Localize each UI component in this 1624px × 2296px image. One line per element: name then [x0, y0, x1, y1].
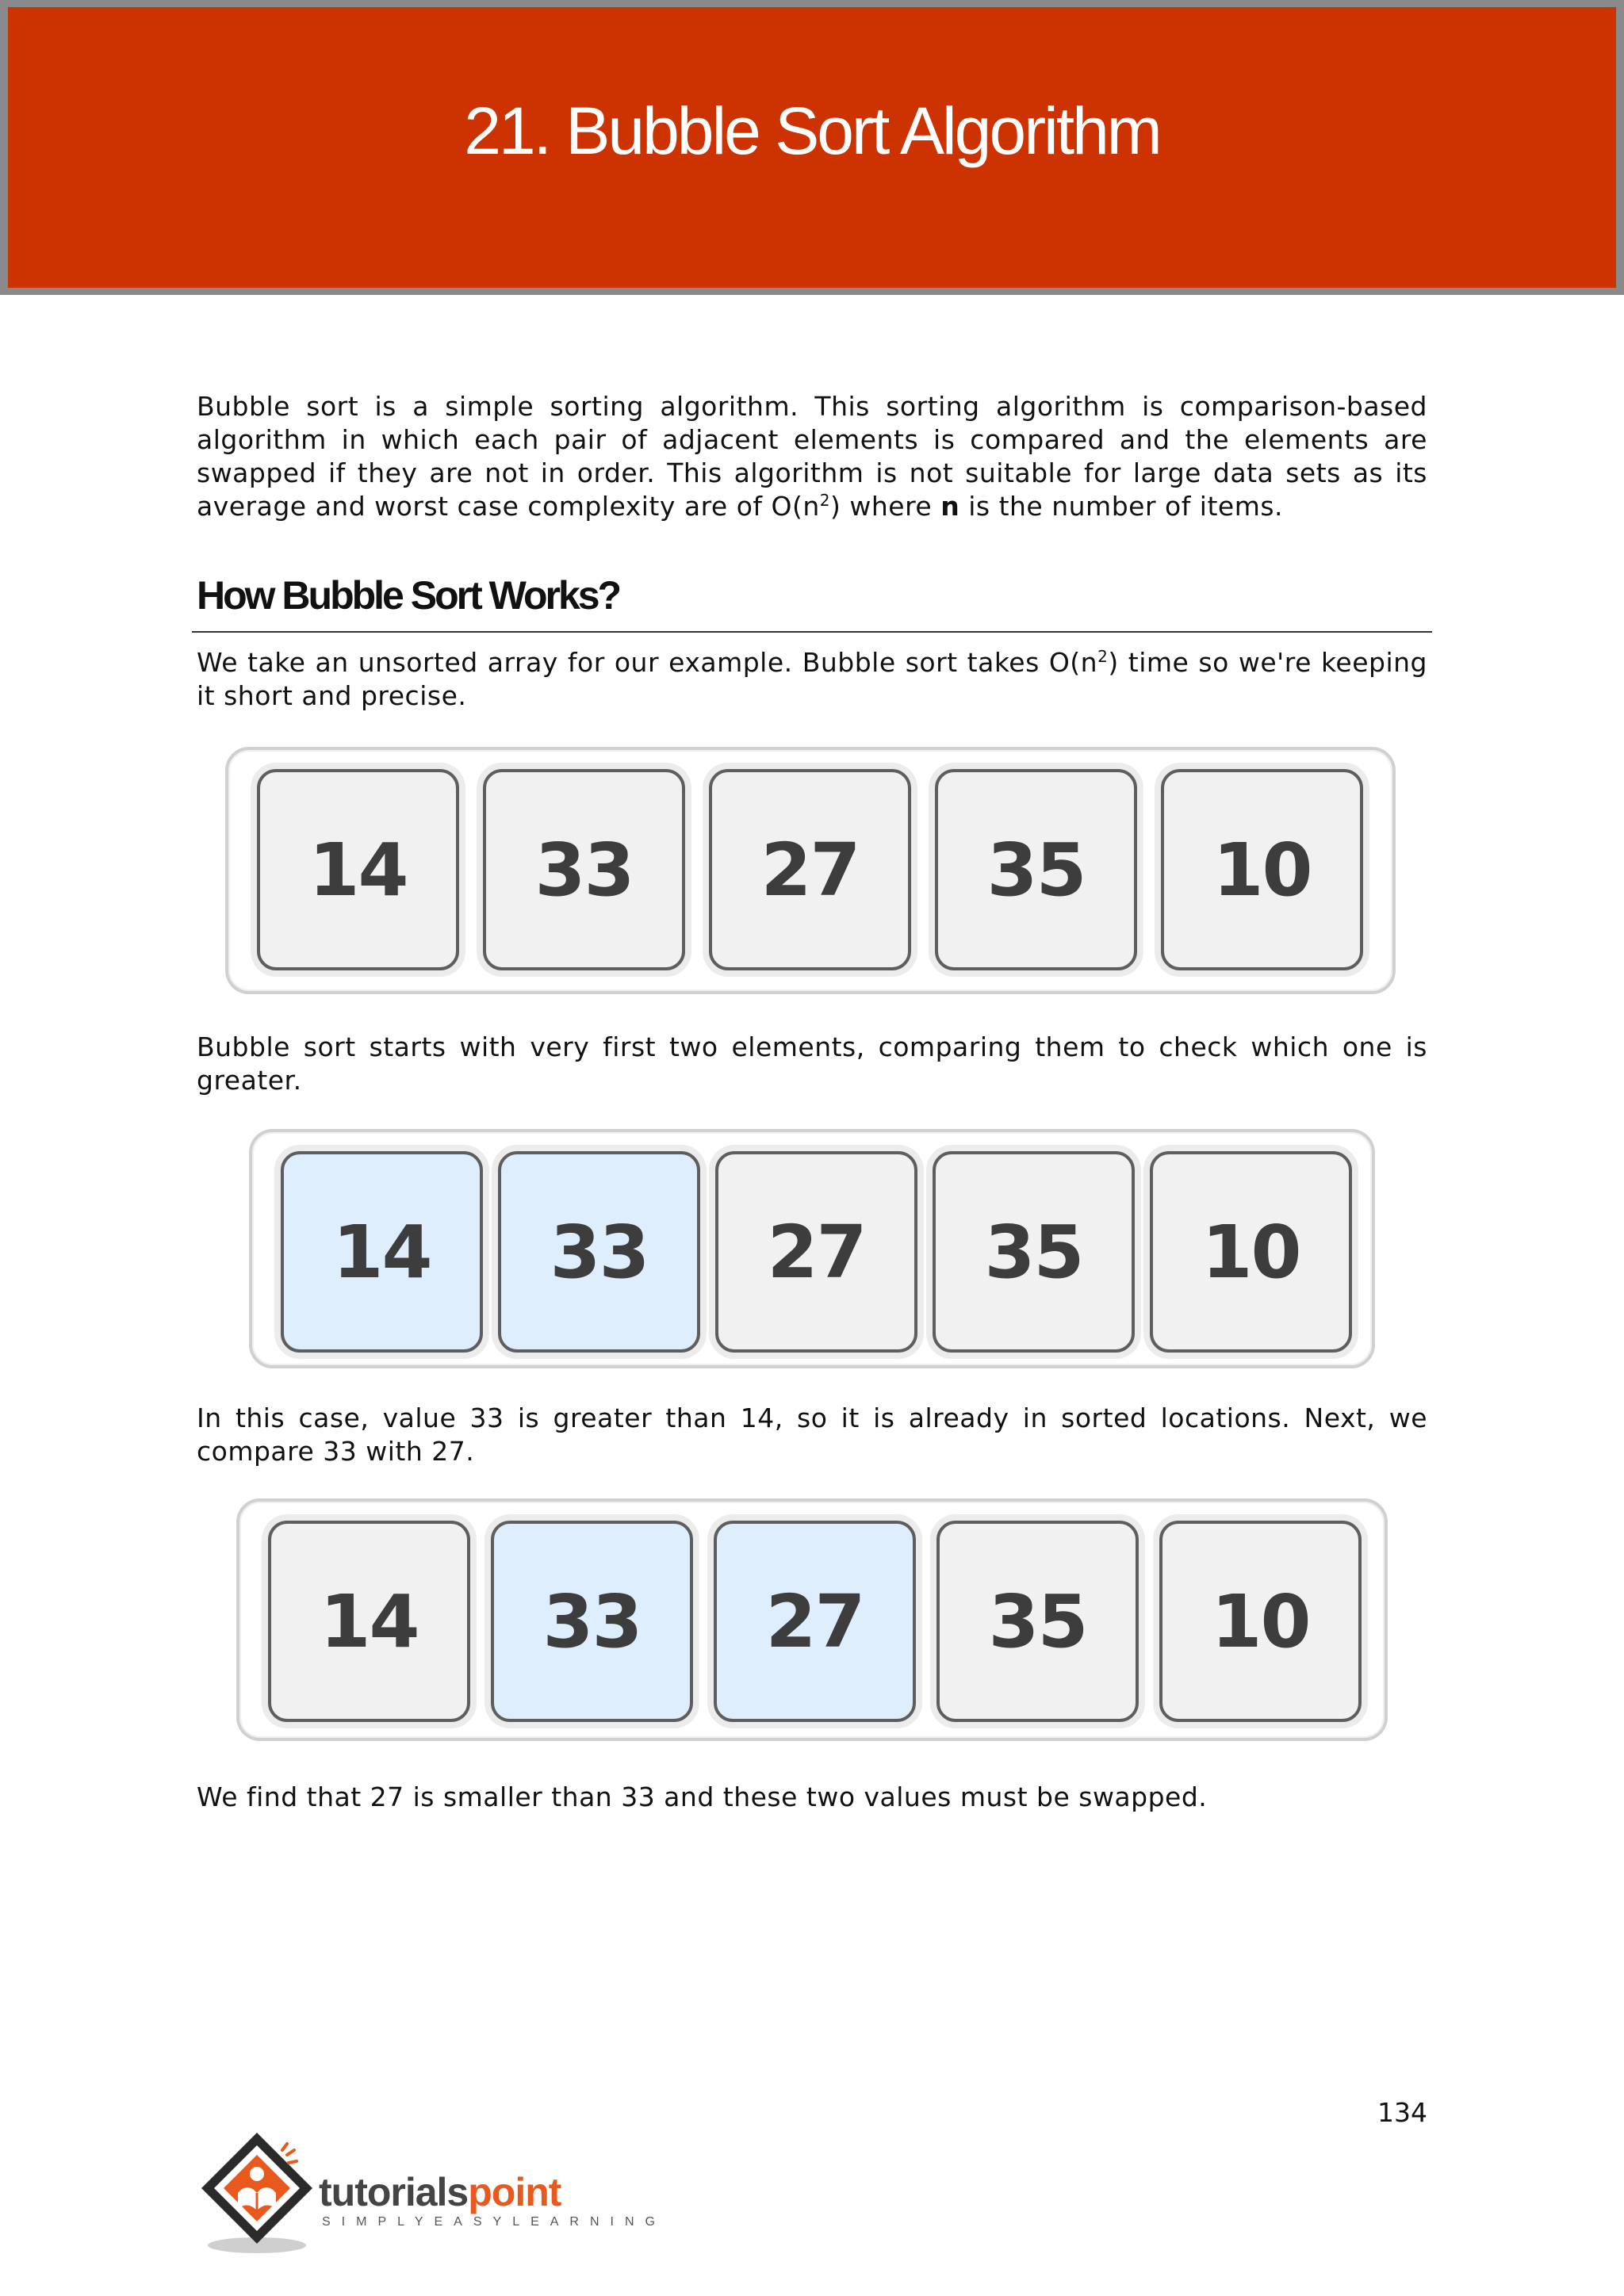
- array-cell: 14: [257, 769, 459, 970]
- chapter-banner: [0, 0, 1624, 295]
- logo-wordmark: [319, 2169, 561, 2215]
- logo-word-tutorials: tutorials: [319, 2170, 469, 2214]
- section-heading: How Bubble Sort Works?: [197, 573, 620, 618]
- paragraph-superscript: 2: [1097, 647, 1109, 666]
- intro-bold-variable: n: [940, 491, 960, 522]
- array-cell: 14: [268, 1521, 470, 1722]
- page-number: 134: [1377, 2097, 1427, 2128]
- array-cell: 10: [1161, 769, 1363, 970]
- tutorialspoint-logo: [193, 2126, 666, 2261]
- intro-text: Bubble sort is a simple sorting algorithm. This sorting algorithm is comparison-based algorithm in which each pair of adjacent elements is compared and the elements are swapped if they are not in order. This algorithm is not suitable for large data sets as its average and worst case complexity are of O(n: [197, 391, 1427, 522]
- array-cell: 10: [1150, 1151, 1352, 1353]
- paragraph-text: ) time so we're keeping it short and precise.: [197, 647, 1427, 711]
- intro-superscript: 2: [819, 491, 831, 510]
- logo-word-point: point: [468, 2170, 561, 2214]
- chapter-title: 21. Bubble Sort Algorithm: [464, 94, 1160, 168]
- array-cell: 27: [709, 769, 911, 970]
- array-cell: 35: [935, 769, 1137, 970]
- intro-text: ) where: [830, 491, 941, 522]
- array-diagram: [249, 1129, 1375, 1368]
- paragraph-compare-next: In this case, value 33 is greater than 14, so it is already in sorted locations. Next, we compare 33 with 27.: [197, 1402, 1427, 1467]
- array-cell: 33: [483, 769, 685, 970]
- intro-paragraph: [197, 390, 1427, 523]
- array-cell: 35: [936, 1521, 1139, 1722]
- logo-emblem-icon: [193, 2126, 320, 2261]
- array-cell: 27: [715, 1151, 917, 1353]
- intro-text: is the number of items.: [959, 491, 1284, 522]
- paragraph-unsorted-array: [197, 646, 1427, 713]
- array-cell-compared: 14: [281, 1151, 483, 1353]
- paragraph-swap: We find that 27 is smaller than 33 and these two values must be swapped.: [197, 1781, 1208, 1812]
- array-cell: 35: [933, 1151, 1135, 1353]
- paragraph-text: We take an unsorted array for our example. Bubble sort takes O(n: [197, 647, 1098, 678]
- section-divider: [192, 631, 1432, 633]
- logo-tagline: SIMPLYEASYLEARNING: [322, 2215, 666, 2229]
- array-diagram: [225, 747, 1396, 994]
- array-cell-compared: 27: [714, 1521, 916, 1722]
- array-cell-compared: 33: [491, 1521, 693, 1722]
- array-cell-compared: 33: [498, 1151, 700, 1353]
- paragraph-compare-first: Bubble sort starts with very first two elements, comparing them to check which one is greater.: [197, 1031, 1427, 1096]
- array-diagram: [236, 1498, 1388, 1741]
- array-cell: 10: [1159, 1521, 1362, 1722]
